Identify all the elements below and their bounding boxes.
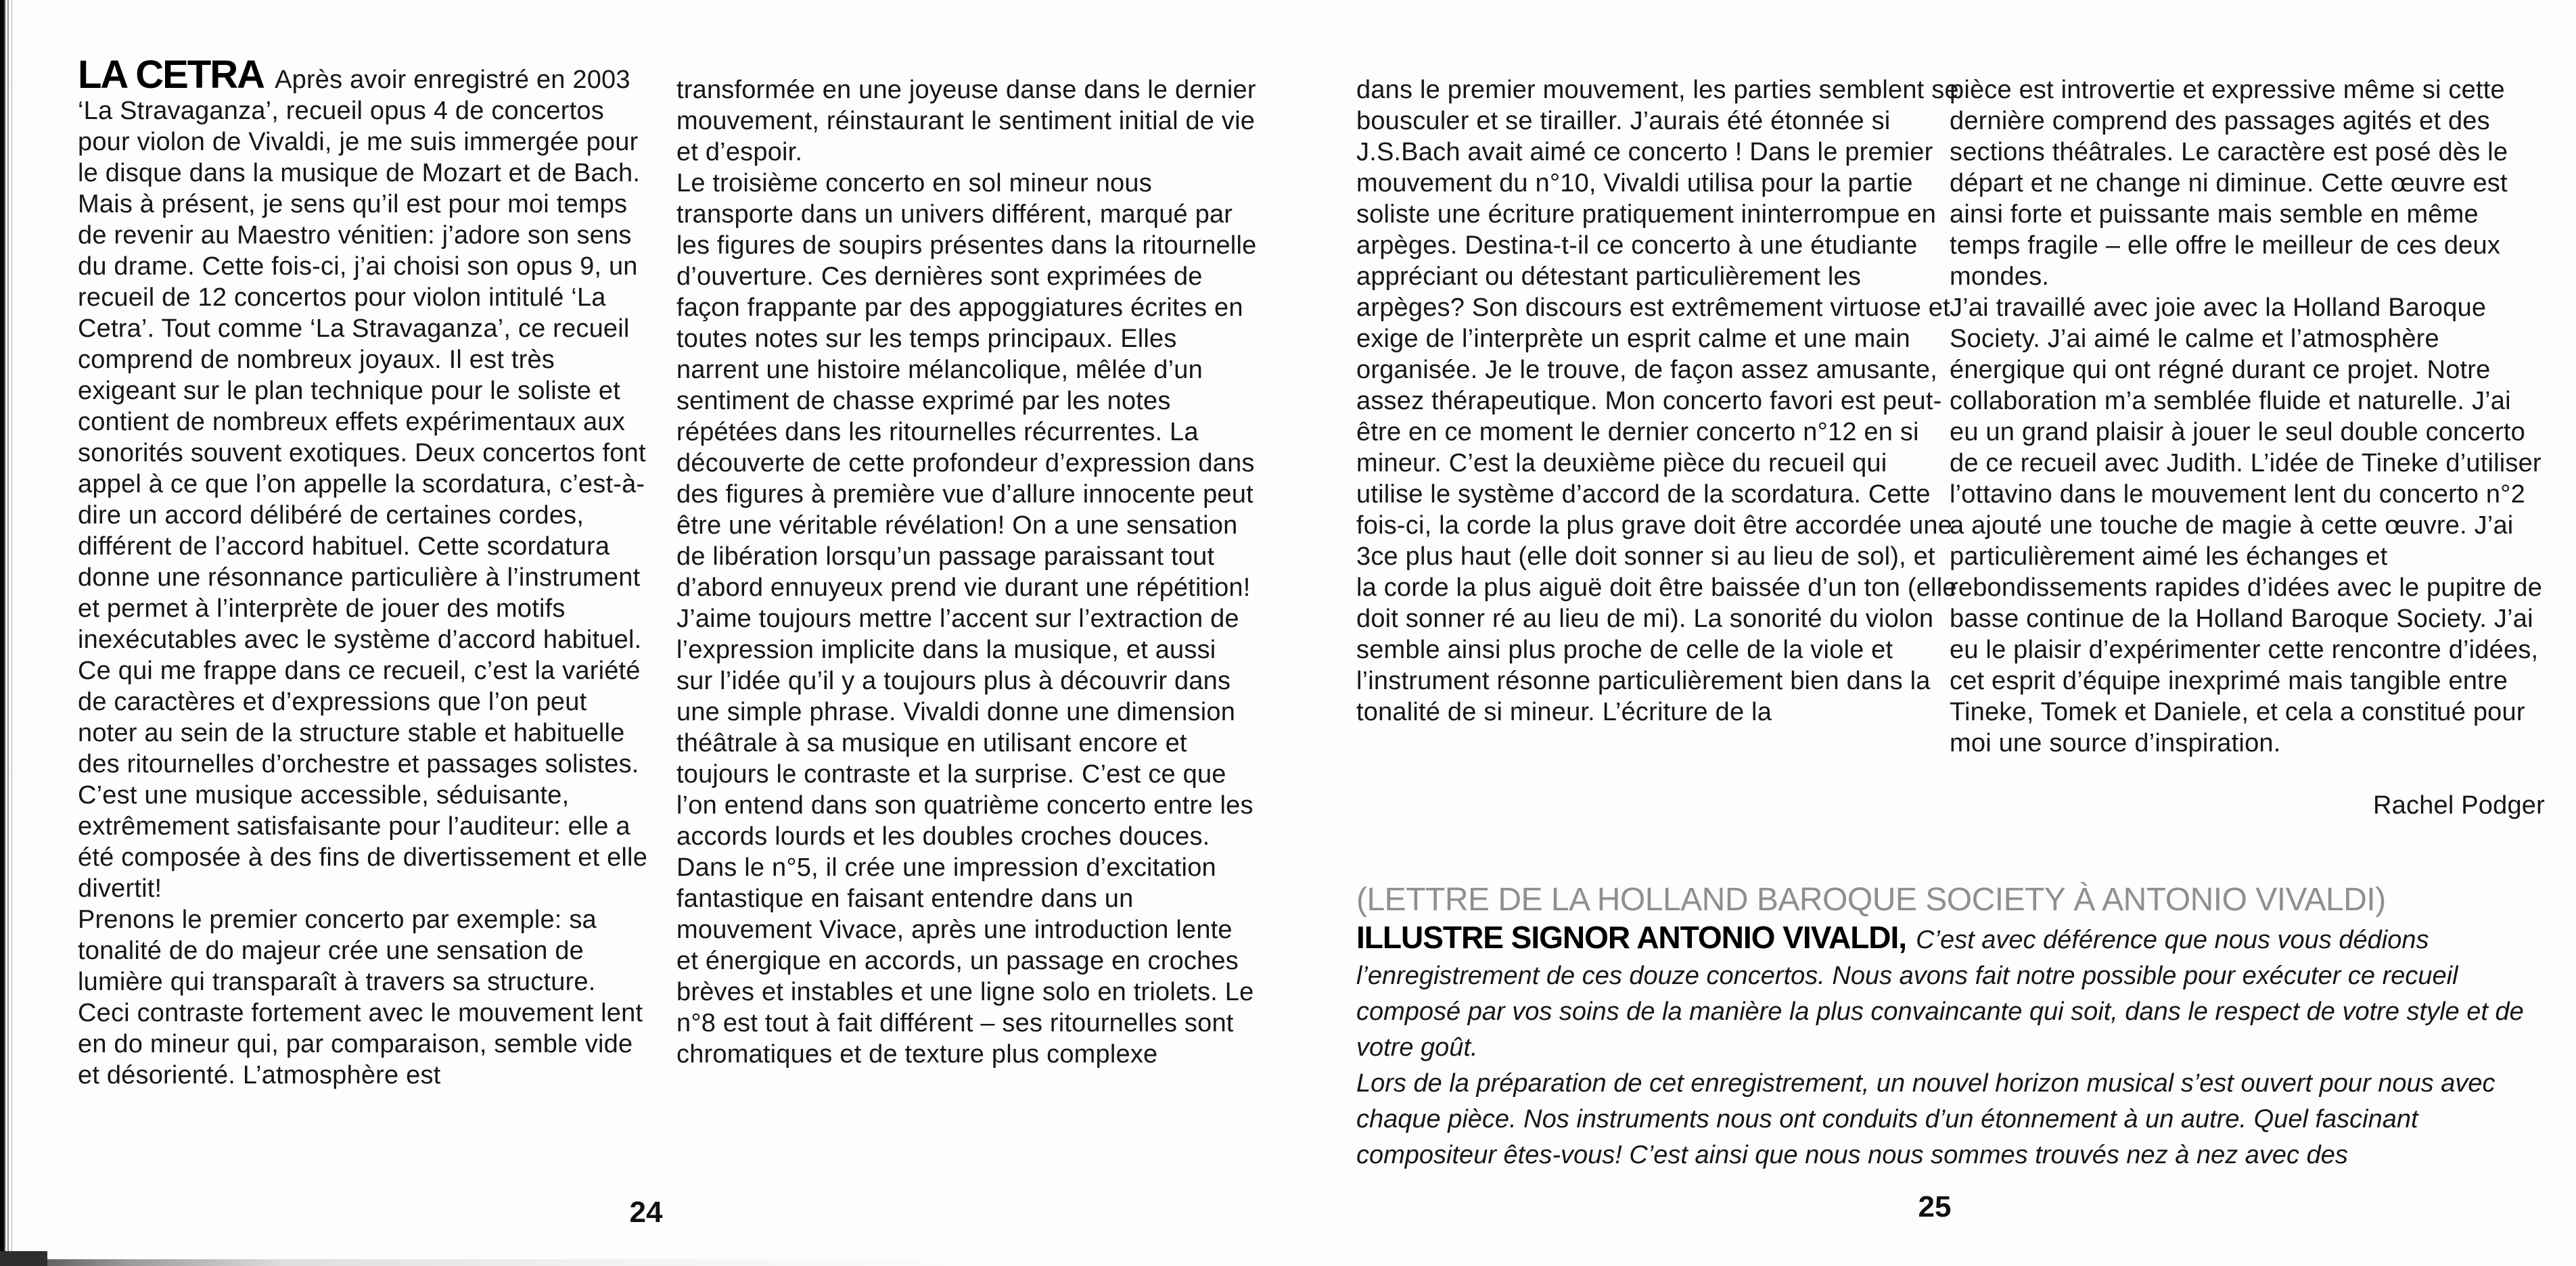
left-page-column-1: [78, 53, 649, 1091]
paragraph-intro: [78, 53, 649, 904]
right-page-column-1: [1356, 74, 1960, 728]
scan-edge-bottom: [0, 1259, 1015, 1266]
paragraph: transformée en une joyeuse danse dans le dernier mouvement, réinstaurant le sentiment initial de vie et d’espoir.: [676, 76, 1256, 166]
booklet-title: LA CETRA: [78, 53, 264, 97]
right-page-column-2: [1950, 74, 2545, 821]
paragraph: pièce est introvertie et expressive même si cette dernière comprend des passages agités et des sections théâtrales. Le caractère est posé dès le départ et ne change ni diminue. Cette œuvre est ainsi forte et puissante mais semble en même temps fragile – elle offre le meilleur de ces deux mondes.: [1950, 76, 2508, 291]
letter-body: [1356, 920, 2554, 1173]
page-number-25: 25: [1918, 1190, 1952, 1223]
paragraph-text: Après avoir enregistré en 2003 ‘La Stravaganza’, recueil opus 4 de concertos pour violon de Vivaldi, je me suis immergée pour le disque dans la musique de Mozart et de Bach. Mais à présent, je sens qu’il est pour moi temps de revenir au Maestro vénitien: j’adore son sens du drame. Cette fois-ci, j’ai choisi son opus 9, un recueil de 12 concertos pour violon intitulé ‘La Cetra’. Tout comme ‘La Stravaganza’, ce recueil comprend de nombreux joyaux. Il est très exigeant sur le plan technique pour le soliste et contient de nombreux effets expérimentaux aux sonorités souvent exotiques. Deux concertos font appel à ce que l’on appelle la scordatura, c’est-à-dire un accord délibéré de certaines cordes, différent de l’accord habituel. Cette scordatura donne une résonnance particulière à l’instrument et permet à l’interprète de jouer des motifs inexécutables avec le système d’accord habituel. Ce qui me frappe dans ce recueil, c’est la variété de caractères et d’expressions que l’on peut noter au sein de la structure stable et habituelle des ritournelles d’orchestre et passages solistes. C’est une musique accessible, séduisante, extrêmement satisfaisante pour l’auditeur: elle a été composée à des fins de divertissement et elle divertit!: [78, 66, 648, 903]
signature-rachel-podger: Rachel Podger: [2373, 791, 2545, 820]
letter-paragraph-text: C’est avec déférence que nous vous dédions l’enregistrement de ces douze concertos. Nous avons fait notre possible pour exécuter ce recueil composé par vos soins de la manière la plus convaincante qui soit, dans le respect de votre style et de votre goût.: [1356, 926, 2524, 1062]
left-page-column-2: [676, 74, 1257, 1070]
paragraph: dans le premier mouvement, les parties semblent se bousculer et se tirailler. J’aurais été étonnée si J.S.Bach avait aimé ce concerto ! Dans le premier mouvement du n°10, Vivaldi utilisa pour la partie soliste une écriture pratiquement ininterrompue en arpèges. Destina-t-il ce concerto à une étudiante appréciant ou détestant particulièrement les arpèges? Son discours est extrêmement virtuose et exige de l’interprète un esprit calme et une main organisée. Je le trouve, de façon assez amusante, assez thérapeutique. Mon concerto favori est peut-être en ce moment le dernier concerto n°12 en si mineur. C’est la deuxième pièce du recueil qui utilise le système d’accord de la scordatura. Cette fois-ci, la corde la plus grave doit être accordée une 3ce plus haut (elle doit sonner si au lieu de sol), et la corde la plus aiguë doit être baissée d’un ton (elle doit sonner ré au lieu de mi). La sonorité du violon semble ainsi plus proche de celle de la viole et l’instrument résonne particulièrement bien dans la tonalité de si mineur. L’écriture de la: [1356, 76, 1959, 726]
page-number-24: 24: [629, 1196, 663, 1229]
scan-corner-shadow: [0, 1251, 47, 1266]
letter-heading: (LETTRE DE LA HOLLAND BAROQUE SOCIETY À ANTONIO VIVALDI): [1356, 882, 2386, 918]
scan-edge-left: [0, 0, 14, 1266]
letter-section: [1356, 881, 2554, 1173]
letter-salutation: ILLUSTRE SIGNOR ANTONIO VIVALDI,: [1356, 920, 1907, 955]
paragraph: Le troisième concerto en sol mineur nous transporte dans un univers différent, marqué par les figures de soupirs présentes dans la ritournelle d’ouverture. Ces dernières sont exprimées de façon frappante par des appoggiatures écrites en toutes notes sur les temps principaux. Elles narrent une histoire mélancolique, mêlée d’un sentiment de chasse exprimé par les notes répétées dans les ritournelles récurrentes. La découverte de cette profondeur d’expression dans des figures à première vue d’allure innocente peut être une véritable révélation! On a une sensation de libération lorsqu’un passage paraissant tout d’abord ennuyeux prend vie durant une répétition! J’aime toujours mettre l’accent sur l’extraction de l’expression implicite dans la musique, et aussi sur l’idée qu’il y a toujours plus à découvrir dans une simple phrase. Vivaldi donne une dimension théâtrale à sa musique en utilisant encore et toujours le contraste et la surprise. C’est ce que l’on entend dans son quatrième concerto entre les accords lourds et les doubles croches douces. Dans le n°5, il crée une impression d’excitation fantastique en faisant entendre dans un mouvement Vivace, après une introduction lente et énergique en accords, un passage en croches brèves et instables et une ligne solo en triolets. Le n°8 est tout à fait différent – ses ritournelles sont chromatiques et de texture plus complexe: [676, 169, 1257, 1069]
paragraph: J’ai travaillé avec joie avec la Holland Baroque Society. J’ai aimé le calme et l’atmosphère énergique qui ont régné durant ce projet. Notre collaboration m’a semblée fluide et naturelle. J’ai eu un grand plaisir à jouer le seul double concerto de ce recueil avec Judith. L’idée de Tineke d’utiliser l’ottavino dans le mouvement lent du concerto n°2 a ajouté une touche de magie à cette œuvre. J’ai particulièrement aimé les échanges et rebondissements rapides d’idées avec le pupitre de basse continue de la Holland Baroque Society. J’ai eu le plaisir d’expérimenter cette rencontre d’idées, cet esprit d’équipe inexprimé mais tangible entre Tineke, Tomek et Daniele, et cela a constitué pour moi une source d’inspiration.: [1950, 294, 2543, 757]
letter-paragraph-1: [1356, 920, 2554, 1066]
letter-paragraph-2: Lors de la préparation de cet enregistrement, un nouvel horizon musical s’est ouvert pour nous avec chaque pièce. Nos instruments nous ont conduits d’un étonnement à un autre. Quel fascinant compositeur êtes-vous! C’est ainsi que nous nous sommes trouvés nez à nez avec des: [1356, 1069, 2496, 1169]
paragraph: Prenons le premier concerto par exemple: sa tonalité de do majeur crée une sensation de lumière qui transparaît à travers sa structure. Ceci contraste fortement avec le mouvement lent en do mineur qui, par comparaison, semble vide et désorienté. L’atmosphère est: [78, 906, 643, 1089]
